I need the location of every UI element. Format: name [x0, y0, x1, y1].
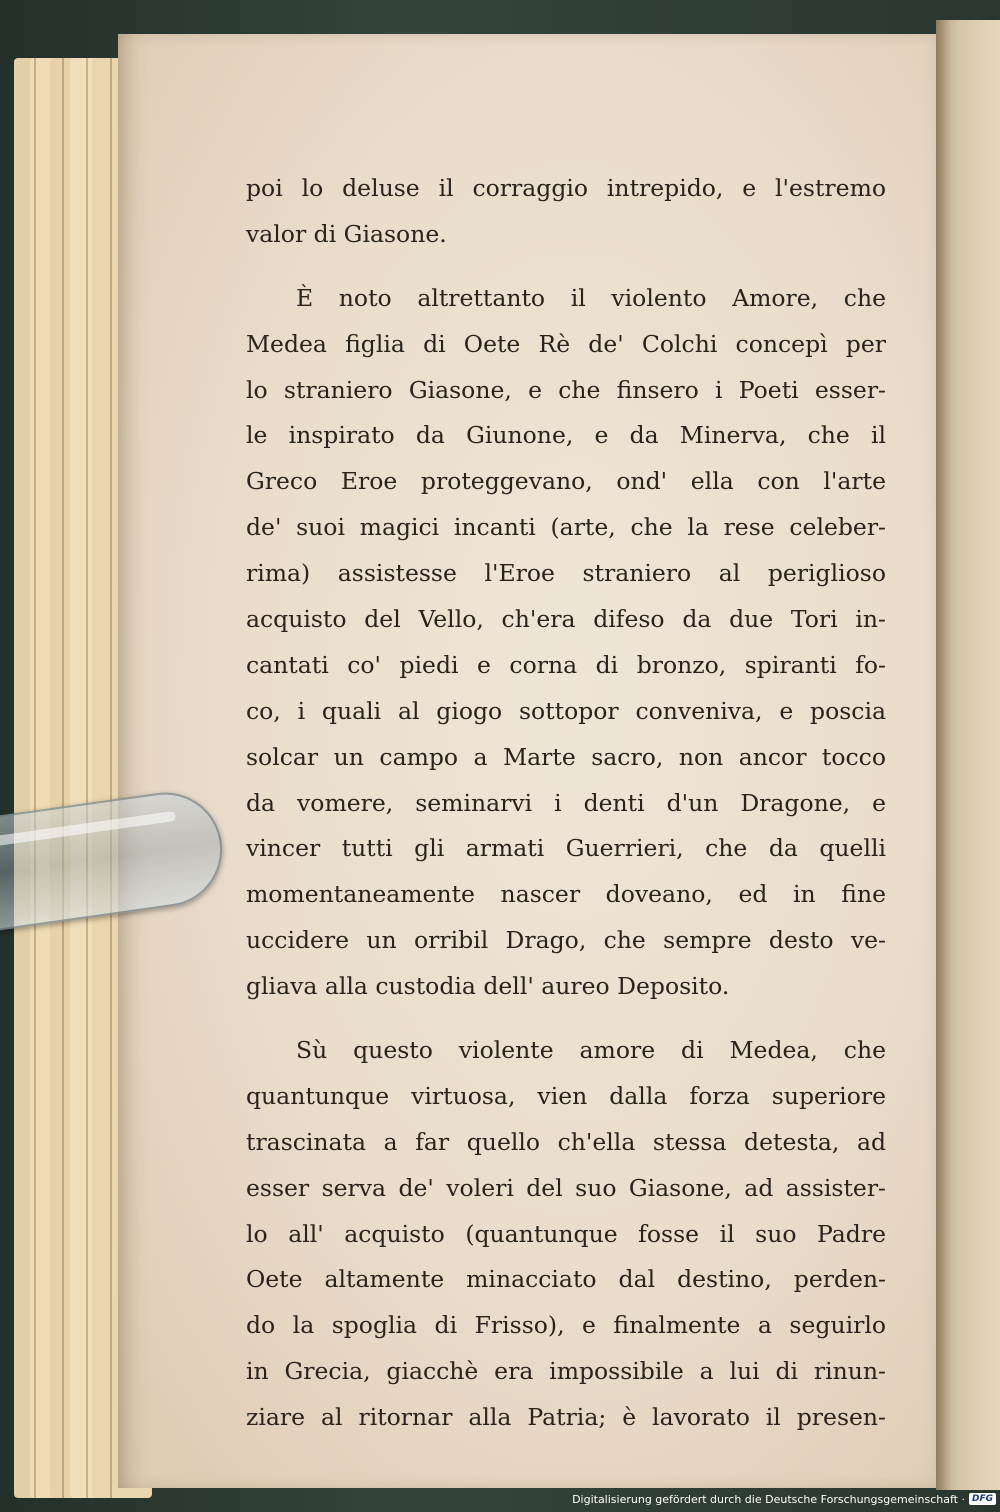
text-line: ziare al ritornar alla Patria; è lavorato il presen- — [246, 1403, 886, 1432]
text-line: lo straniero Giasone, e che finsero i Poeti esser- — [246, 375, 886, 404]
text-line: Oete altamente minacciato dal destino, perden- — [246, 1265, 886, 1294]
text-line: co, i quali al giogo sottopor conveniva, e poscia — [246, 696, 886, 725]
text-line: cantati co' piedi e corna di bronzo, spiranti fo- — [246, 650, 886, 679]
text-line: uccidere un orribil Drago, che sempre desto ve- — [246, 926, 886, 955]
page-edge-line — [110, 58, 112, 1498]
page-edges-stack — [14, 58, 134, 1498]
text-line: momentaneamente nascer doveano, ed in fine — [246, 880, 886, 909]
text-line: solcar un campo a Marte sacro, non ancor tocco — [246, 742, 886, 771]
text-line: le inspirato da Giunone, e da Minerva, che il — [246, 421, 886, 450]
text-line: Sù questo violente amore di Medea, che — [296, 1036, 886, 1065]
text-line: lo all' acquisto (quantunque fosse il suo Padre — [246, 1219, 886, 1248]
text-line: esser serva de' voleri del suo Giasone, ad assister- — [246, 1173, 886, 1202]
credit-text: Digitalisierung gefördert durch die Deutsche Forschungsgemeinschaft · — [572, 1492, 965, 1506]
page-text — [246, 166, 886, 1441]
scan-credit — [572, 1490, 996, 1508]
text-line: Greco Eroe proteggevano, ond' ella con l'arte — [246, 467, 886, 496]
text-line: quantunque virtuosa, vien dalla forza superiore — [246, 1081, 886, 1110]
text-line: rima) assistesse l'Eroe straniero al periglioso — [246, 559, 886, 588]
page-edge-line — [86, 58, 88, 1498]
text-line: da vomere, seminarvi i denti d'un Dragone, e — [246, 788, 886, 817]
text-line: in Grecia, giacchè era impossibile a lui di rinun- — [246, 1357, 886, 1386]
text-line: trascinata a far quello ch'ella stessa detesta, ad — [246, 1127, 886, 1156]
text-line: de' suoi magici incanti (arte, che la rese celeber- — [246, 513, 886, 542]
book-gutter — [936, 20, 950, 1490]
text-line: È noto altrettanto il violento Amore, che — [296, 283, 886, 312]
text-line: vincer tutti gli armati Guerrieri, che da quelli — [246, 834, 886, 863]
text-line: gliava alla custodia dell' aureo Deposito. — [246, 972, 730, 1001]
page-edge-line — [34, 58, 36, 1498]
facing-page-edge — [944, 20, 1000, 1490]
dfg-logo: DFG — [969, 1493, 996, 1505]
text-line: poi lo deluse il corraggio intrepido, e l'estremo — [246, 174, 886, 202]
clip-highlight — [0, 811, 176, 847]
text-line: valor di Giasone. — [246, 219, 447, 248]
page-edge-line — [62, 58, 64, 1498]
text-line: do la spoglia di Frisso), e finalmente a seguirlo — [246, 1311, 886, 1340]
text-line: acquisto del Vello, ch'era difeso da due Tori in- — [246, 605, 886, 634]
text-line: Medea figlia di Oete Rè de' Colchi concepì per — [246, 329, 886, 358]
